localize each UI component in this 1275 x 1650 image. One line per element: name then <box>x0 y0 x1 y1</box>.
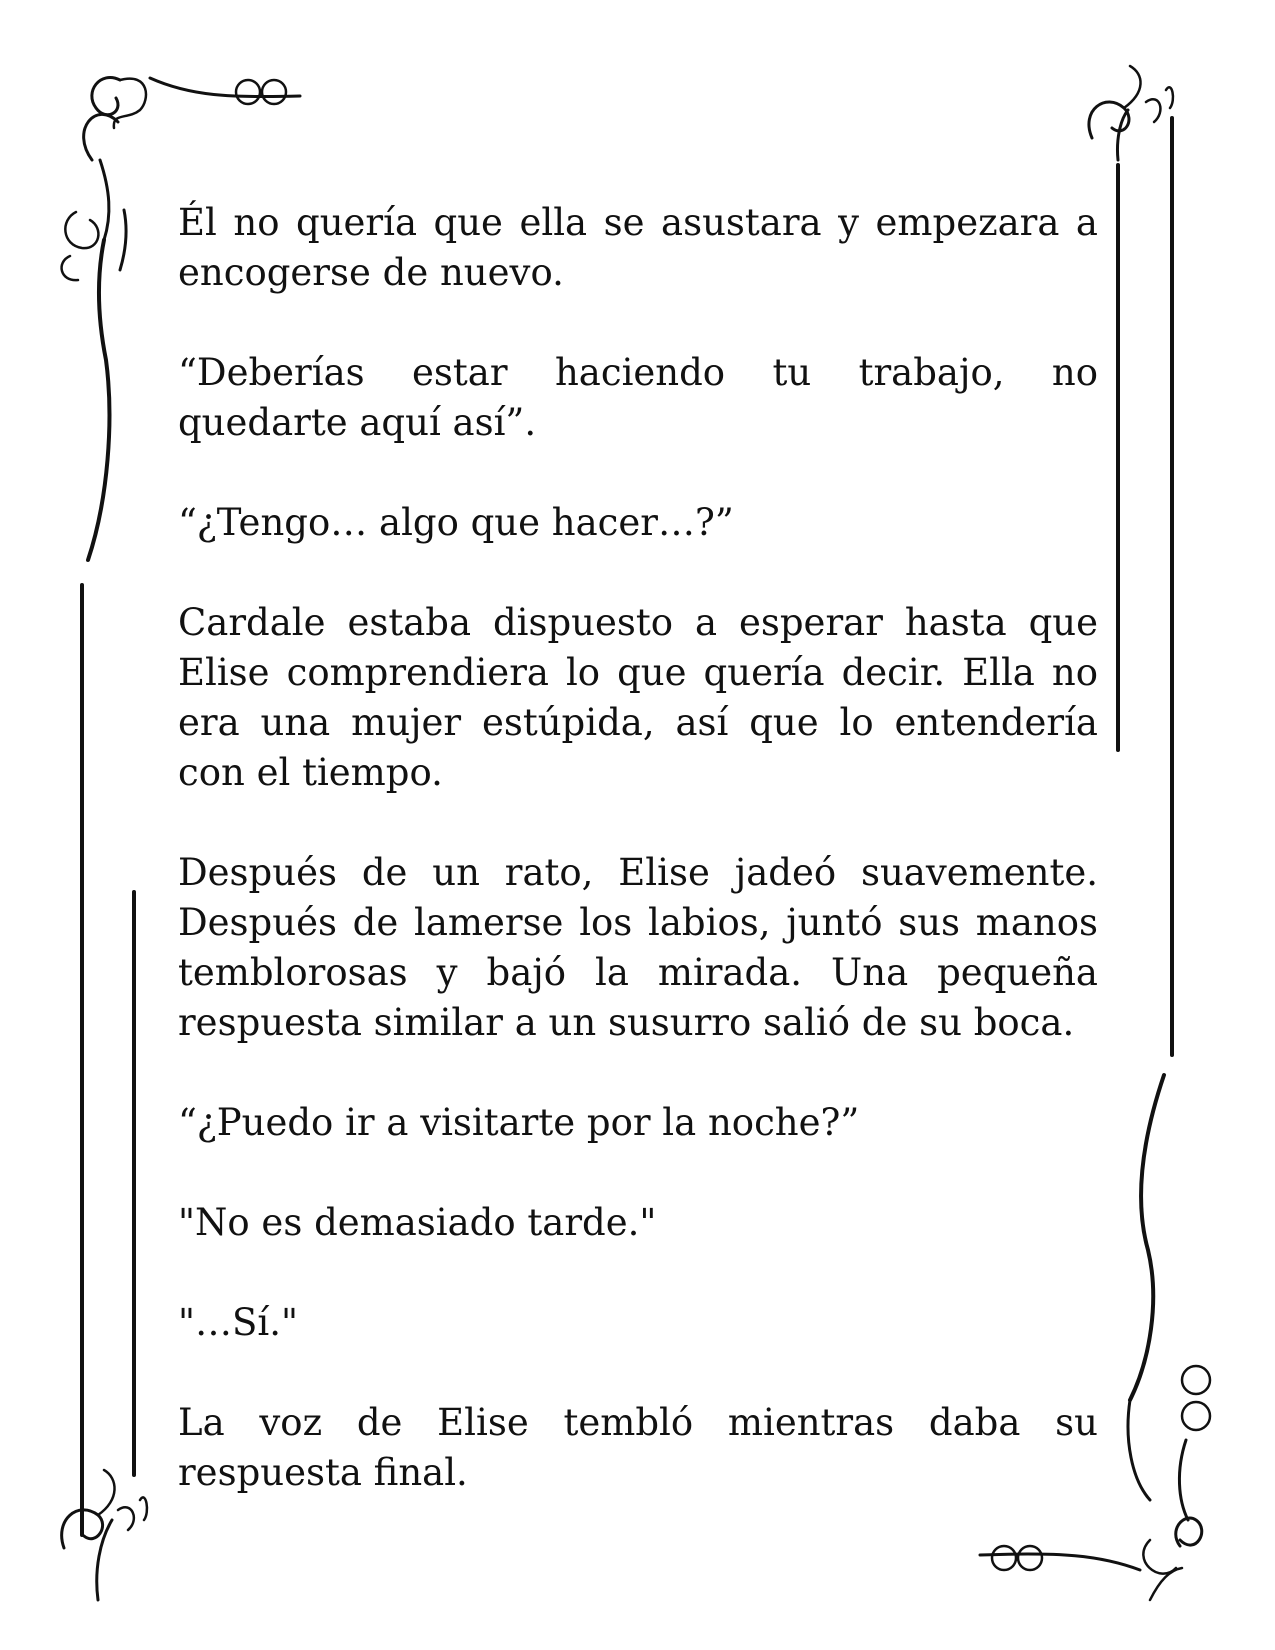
paragraph: Después de un rato, Elise jadeó suavemente. Después de lamerse los labios, juntó sus manos temblorosas y bajó la mirada. Una pequeña respuesta similar a un susurro salió de su boca. <box>178 851 1098 1044</box>
paragraph: “¿Tengo… algo que hacer…?” <box>178 501 734 544</box>
paragraph: Él no quería que ella se asustara y empezara a encogerse de nuevo. <box>178 201 1098 294</box>
flourish-top-right <box>1089 66 1173 160</box>
paragraph: "No es demasiado tarde." <box>178 1201 657 1244</box>
paragraph: "…Sí." <box>178 1301 298 1344</box>
flourish-bottom-left <box>62 1470 147 1600</box>
paragraph: “Deberías estar haciendo tu trabajo, no quedarte aquí así”. <box>178 351 1098 444</box>
paragraph: “¿Puedo ir a visitarte por la noche?” <box>178 1101 860 1144</box>
paragraph: Cardale estaba dispuesto a esperar hasta que Elise comprendiera lo que quería decir. Ella no era una mujer estúpida, así que lo entendería con el tiempo. <box>178 601 1098 794</box>
story-text <box>178 198 1098 1498</box>
paragraph: La voz de Elise tembló mientras daba su respuesta final. <box>178 1401 1098 1494</box>
